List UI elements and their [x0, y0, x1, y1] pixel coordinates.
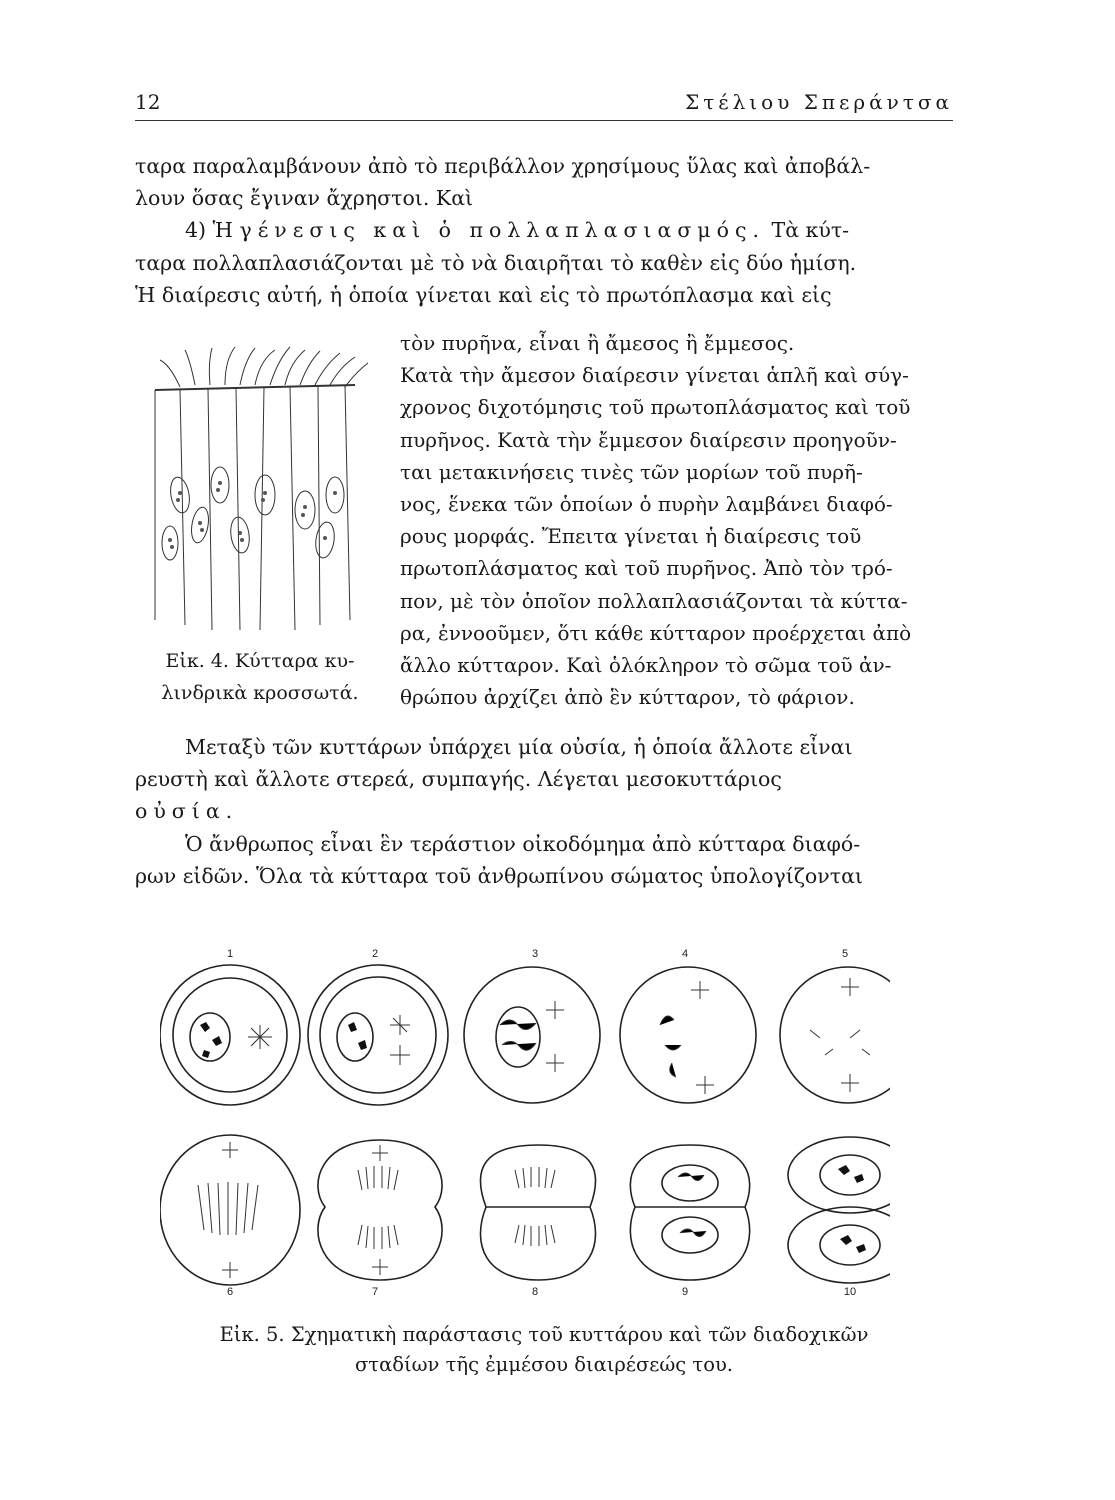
text-line: ρους μορφάς. Ἔπειτα γίνεται ἡ διαίρεσις τοῦ — [400, 524, 862, 549]
body-text-bottom — [135, 731, 953, 892]
running-head: Στέλιου Σπεράντσα — [685, 90, 953, 114]
stage-label: 4 — [681, 948, 689, 960]
columnar-cells-figure — [140, 345, 380, 650]
text-line: ρευστὴ καὶ ἄλλοτε στερεά, συμπαγής. Λέγεται μεσοκυττάριος — [135, 767, 782, 792]
stage-label: 3 — [531, 948, 539, 960]
stage-label: 8 — [531, 1286, 539, 1298]
stage-label: 10 — [843, 1286, 857, 1298]
stage-label: 6 — [226, 1286, 234, 1298]
caption-line: Εἰκ. 5. Σχηματικὴ παράστασις τοῦ κυττάρου καὶ τῶν διαδοχικῶν — [219, 1323, 869, 1346]
text-line: χρονος διχοτόμησις τοῦ πρωτοπλάσματος καὶ τοῦ — [400, 395, 911, 420]
text-line: ταρα παραλαμβάνουν ἀπὸ τὸ περιβάλλον χρησίμους ὕλας καὶ ἀποβάλ- — [135, 154, 871, 178]
stage-label: 2 — [371, 948, 379, 960]
text-line: Κατὰ τὴν ἄμεσον διαίρεσιν γίνεται ἁπλῆ καὶ σύγ- — [400, 363, 909, 388]
text-line: λουν ὅσας ἔγιναν ἄχρηστοι. Καὶ — [135, 186, 474, 211]
caption-line: Εἰκ. 4. Κύτταρα κυ- — [165, 650, 355, 672]
text-line: Ἡ διαίρεσις αὐτή, ἡ ὁποία γίνεται καὶ εἰς τὸ πρωτόπλασμα καὶ εἰς — [135, 282, 832, 307]
text-line: ρων εἰδῶν. Ὅλα τὰ κύτταρα τοῦ ἀνθρωπίνου σώματος ὑπολογίζονται — [135, 863, 863, 888]
figure-4-caption — [135, 645, 385, 709]
stage-label: 5 — [841, 948, 849, 960]
spaced-term: γένεσις καὶ ὁ πολλαπλασιασμός. — [239, 218, 765, 243]
figure-5-caption — [135, 1320, 953, 1380]
stage-label: 1 — [226, 948, 234, 960]
stage-label: 7 — [371, 1286, 379, 1298]
caption-line: λινδρικὰ κροσσωτά. — [161, 682, 359, 704]
text-fragment: Τὰ κύτ- — [771, 218, 850, 243]
text-line: τὸν πυρῆνα, εἶναι ἢ ἄμεσος ἢ ἔμμεσος. — [400, 331, 795, 355]
page-number: 12 — [135, 90, 161, 114]
text-line: πυρῆνος. Κατὰ τὴν ἔμμεσον διαίρεσιν προηγοῦν- — [400, 427, 897, 452]
body-text-top — [135, 150, 953, 311]
body-text-wrapped — [400, 327, 953, 713]
text-line: ρα, ἐννοοῦμεν, ὅτι κάθε κύτταρον προέρχεται ἀπὸ — [400, 620, 912, 645]
text-line: πον, μὲ τὸν ὁποῖον πολλαπλασιάζονται τὰ κύττα- — [400, 588, 908, 613]
text-line: ται μετακινήσεις τινὲς τῶν μορίων τοῦ πυρῆ- — [400, 459, 863, 484]
text-line: θρώπου ἀρχίζει ἀπὸ ἓν κύτταρον, τὸ φάριον. — [400, 685, 855, 710]
caption-line: σταδίων τῆς ἐμμέσου διαιρέσεώς του. — [355, 1353, 733, 1376]
section-heading-line — [135, 214, 953, 246]
text-line: ἄλλο κύτταρον. Καὶ ὁλόκληρον τὸ σῶμα τοῦ ἀν- — [400, 652, 892, 677]
text-line: νος, ἕνεκα τῶν ὁποίων ὁ πυρὴν λαμβάνει διαφό- — [400, 491, 893, 516]
page-header — [135, 88, 953, 121]
text-line: Ὁ ἄνθρωπος εἶναι ἓν τεράστιον οἰκοδόμημα ἀπὸ κύτταρα διαφό- — [185, 831, 861, 856]
item-number: 4) Ἡ — [185, 218, 233, 243]
stage-label: 9 — [681, 1286, 689, 1298]
text-line: Μεταξὺ τῶν κυττάρων ὑπάρχει μία οὐσία, ἡ ὁποία ἄλλοτε εἶναι — [185, 735, 853, 759]
text-line: ταρα πολλαπλασιάζονται μὲ τὸ νὰ διαιρῆται τὸ καθὲν εἰς δύο ἡμίση. — [135, 250, 857, 275]
text-line: πρωτοπλάσματος καὶ τοῦ πυρῆνος. Ἀπὸ τὸν τρό- — [400, 556, 893, 581]
mitosis-stages-figure — [160, 945, 890, 1305]
text-line: οὐσία. — [135, 799, 239, 824]
